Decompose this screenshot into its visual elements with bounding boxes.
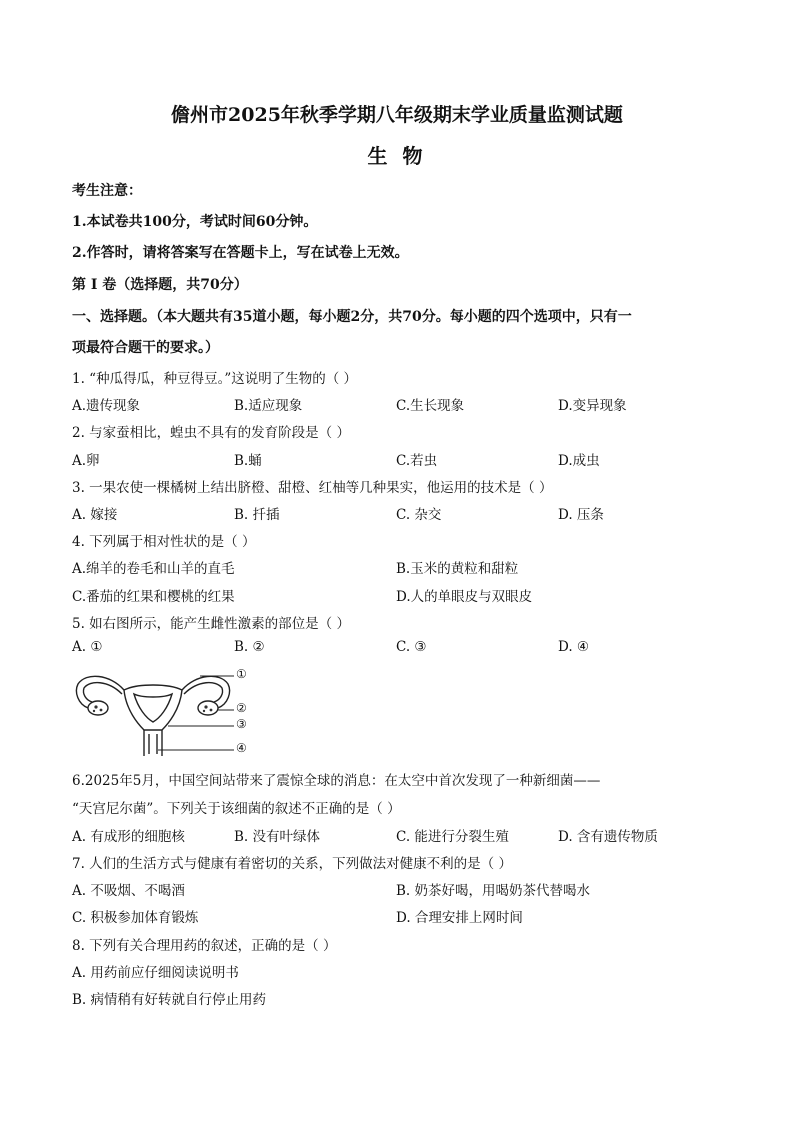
question-5-option-d: D. ④ — [558, 639, 590, 655]
question-6-stem-line2: “天宫尼尔菌”。下列关于该细菌的叙述不正确的是（ ） — [72, 801, 401, 817]
question-1-option-c: C.生长现象 — [396, 398, 465, 414]
question-1-option-b: B.适应现象 — [234, 398, 303, 414]
question-7-option-a: A. 不吸烟、不喝酒 — [72, 883, 185, 899]
question-4-option-c: C.番茄的红果和樱桃的红果 — [72, 589, 235, 605]
question-6-option-d: D. 含有遗传物质 — [558, 829, 658, 845]
question-7-option-b: B. 奶茶好喝，用喝奶茶代替喝水 — [396, 883, 591, 899]
question-6-option-c: C. 能进行分裂生殖 — [396, 829, 509, 845]
notice-heading: 考生注意： — [72, 183, 142, 199]
question-8-option-b: B. 病情稍有好转就自行停止用药 — [72, 992, 267, 1008]
figure-label-1: ① — [236, 667, 247, 681]
exam-title: 儋州市2025年秋季学期八年级期末学业质量监测试题 — [171, 104, 623, 126]
question-7-option-d: D. 合理安排上网时间 — [396, 910, 523, 926]
uterus-diagram — [72, 664, 254, 760]
question-7-option-c: C. 积极参加体育锻炼 — [72, 910, 199, 926]
section-instruction-line2: 项最符合题干的要求。） — [72, 340, 219, 356]
question-6-stem-line1: 6.2025年5月，中国空间站带来了震惊全球的消息：在太空中首次发现了一种新细菌—— — [72, 773, 601, 789]
question-3-option-c: C. 杂交 — [396, 507, 442, 523]
uterus-outline — [124, 685, 182, 730]
right-ovary — [198, 701, 218, 715]
question-3-stem: 3. 一果农使一棵橘树上结出脐橙、甜橙、红柚等几种果实，他运用的技术是（ ） — [72, 480, 553, 496]
notice-item-1: 1.本试卷共100分，考试时间60分钟。 — [72, 214, 318, 230]
question-5-option-b: B. ② — [234, 639, 265, 655]
question-2-stem: 2. 与家蚕相比，蝗虫不具有的发育阶段是（ ） — [72, 425, 350, 441]
question-5-stem: 5. 如右图所示，能产生雌性激素的部位是（ ） — [72, 616, 350, 632]
subject-title: 生 物 — [367, 144, 427, 168]
question-3-option-a: A. 嫁接 — [72, 507, 118, 523]
question-3-option-d: D. 压条 — [558, 507, 604, 523]
question-2-option-a: A.卵 — [72, 453, 100, 469]
figure-label-4: ④ — [236, 741, 247, 755]
question-4-stem: 4. 下列属于相对性状的是（ ） — [72, 534, 256, 550]
question-3-option-b: B. 扦插 — [234, 507, 280, 523]
question-4-option-d: D.人的单眼皮与双眼皮 — [396, 589, 533, 605]
question-2-option-d: D.成虫 — [558, 453, 600, 469]
question-2-option-c: C.若虫 — [396, 453, 438, 469]
question-5-option-c: C. ③ — [396, 639, 427, 655]
question-5-option-a: A. ① — [72, 639, 103, 655]
question-1-option-a: A.遗传现象 — [72, 398, 141, 414]
question-6-option-a: A. 有成形的细胞核 — [72, 829, 185, 845]
question-4-option-b: B.玉米的黄粒和甜粒 — [396, 561, 519, 577]
question-1-option-d: D.变异现象 — [558, 398, 627, 414]
section-instruction-line1: 一、选择题。（本大题共有35道小题，每小题2分，共70分。每小题的四个选项中，只有一 — [72, 309, 632, 325]
question-7-stem: 7. 人们的生活方式与健康有着密切的关系，下列做法对健康不利的是（ ） — [72, 856, 512, 872]
left-ovary — [88, 701, 108, 715]
question-2-option-b: B.蛹 — [234, 453, 262, 469]
notice-item-2: 2.作答时，请将答案写在答题卡上，写在试卷上无效。 — [72, 245, 409, 261]
question-6-option-b: B. 没有叶绿体 — [234, 829, 321, 845]
figure-label-2: ② — [236, 701, 247, 715]
question-1-stem: 1. “种瓜得瓜，种豆得豆。”这说明了生物的（ ） — [72, 371, 358, 387]
volume-heading: 第 Ⅰ 卷（选择题，共70分） — [72, 277, 248, 293]
reproductive-system-figure — [72, 664, 254, 760]
question-8-stem: 8. 下列有关合理用药的叙述，正确的是（ ） — [72, 938, 337, 954]
question-8-option-a: A. 用药前应仔细阅读说明书 — [72, 965, 239, 981]
question-4-option-a: A.绵羊的卷毛和山羊的直毛 — [72, 561, 235, 577]
figure-label-3: ③ — [236, 717, 247, 731]
